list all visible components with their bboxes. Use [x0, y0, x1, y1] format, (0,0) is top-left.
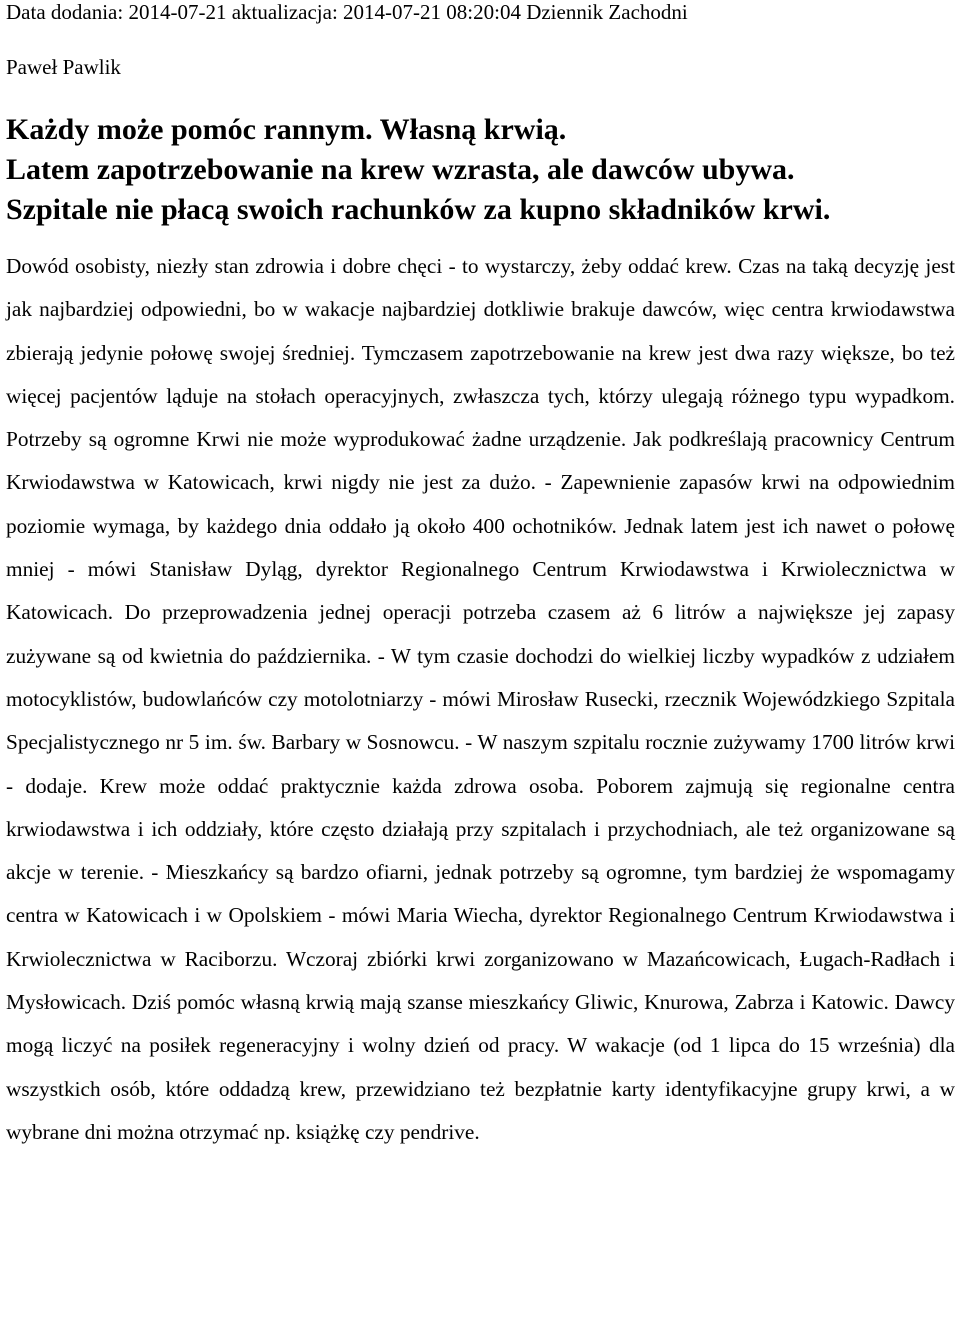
- article-author: Paweł Pawlik: [6, 55, 121, 79]
- article-headline: [6, 110, 955, 230]
- article-body: Dowód osobisty, niezły stan zdrowia i dobre chęci - to wystarczy, żeby oddać krew. Czas na taką decyzję jest jak najbardziej odpowiedni, bo w wakacje najbardziej dotkliwie brakuje dawców, więc centra krwiodawstwa zbierają jedynie połowę swojej średniej. Tymczasem zapotrzebowanie na krew jest dwa razy większe, bo też więcej pacjentów ląduje na stołach operacyjnych, zwłaszcza tych, którzy ulegają różnego typu wypadkom. Potrzeby są ogromne Krwi nie może wyprodukować żadne urządzenie. Jak podkreślają pracownicy Centrum Krwiodawstwa w Katowicach, krwi nigdy nie jest za dużo. - Zapewnienie zapasów krwi na odpowiednim poziomie wymaga, by każdego dnia oddało ją około 400 ochotników. Jednak latem jest ich nawet o połowę mniej - mówi Stanisław Dyląg, dyrektor Regionalnego Centrum Krwiodawstwa i Krwiolecznictwa w Katowicach. Do przeprowadzenia jednej operacji potrzeba czasem aż 6 litrów a największe jej zapasy zużywane są od kwietnia do października. - W tym czasie dochodzi do wielkiej liczby wypadków z udziałem motocyklistów, budowlańców czy motolotniarzy - mówi Mirosław Rusecki, rzecznik Wojewódzkiego Szpitala Specjalistycznego nr 5 im. św. Barbary w Sosnowcu. - W naszym szpitalu rocznie zużywamy 1700 litrów krwi - dodaje. Krew może oddać praktycznie każda zdrowa osoba. Poborem zajmują się regionalne centra krwiodawstwa i ich oddziały, które często działają przy szpitalach i przychodniach, ale też organizowane są akcje w terenie. - Mieszkańcy są bardzo ofiarni, jednak potrzeby są ogromne, tym bardziej że wspomagamy centra w Katowicach i w Opolskiem - mówi Maria Wiecha, dyrektor Regionalnego Centrum Krwiodawstwa i Krwiolecznictwa w Raciborzu. Wczoraj zbiórki krwi zorganizowano w Mazańcowicach, Ługach-Radłach i Mysłowicach. Dziś pomóc własną krwią mają szanse mieszkańcy Gliwic, Knurowa, Zabrza i Katowic. Dawcy mogą liczyć na posiłek regeneracyjny i wolny dzień od pracy. W wakacje (od 1 lipca do 15 września) dla wszystkich osób, które oddadzą krew, przewidziano też bezpłatnie karty identyfikacyjne grupy krwi, a w wybrane dni można otrzymać np. książkę czy pendrive.: [6, 254, 955, 1144]
- headline-line: Szpitale nie płacą swoich rachunków za kupno składników krwi.: [6, 193, 831, 226]
- headline-line: Każdy może pomóc rannym. Własną krwią.: [6, 113, 567, 146]
- article-meta: Data dodania: 2014-07-21 aktualizacja: 2014-07-21 08:20:04 Dziennik Zachodni: [6, 0, 688, 24]
- headline-line: Latem zapotrzebowanie na krew wzrasta, ale dawców ubywa.: [6, 153, 795, 186]
